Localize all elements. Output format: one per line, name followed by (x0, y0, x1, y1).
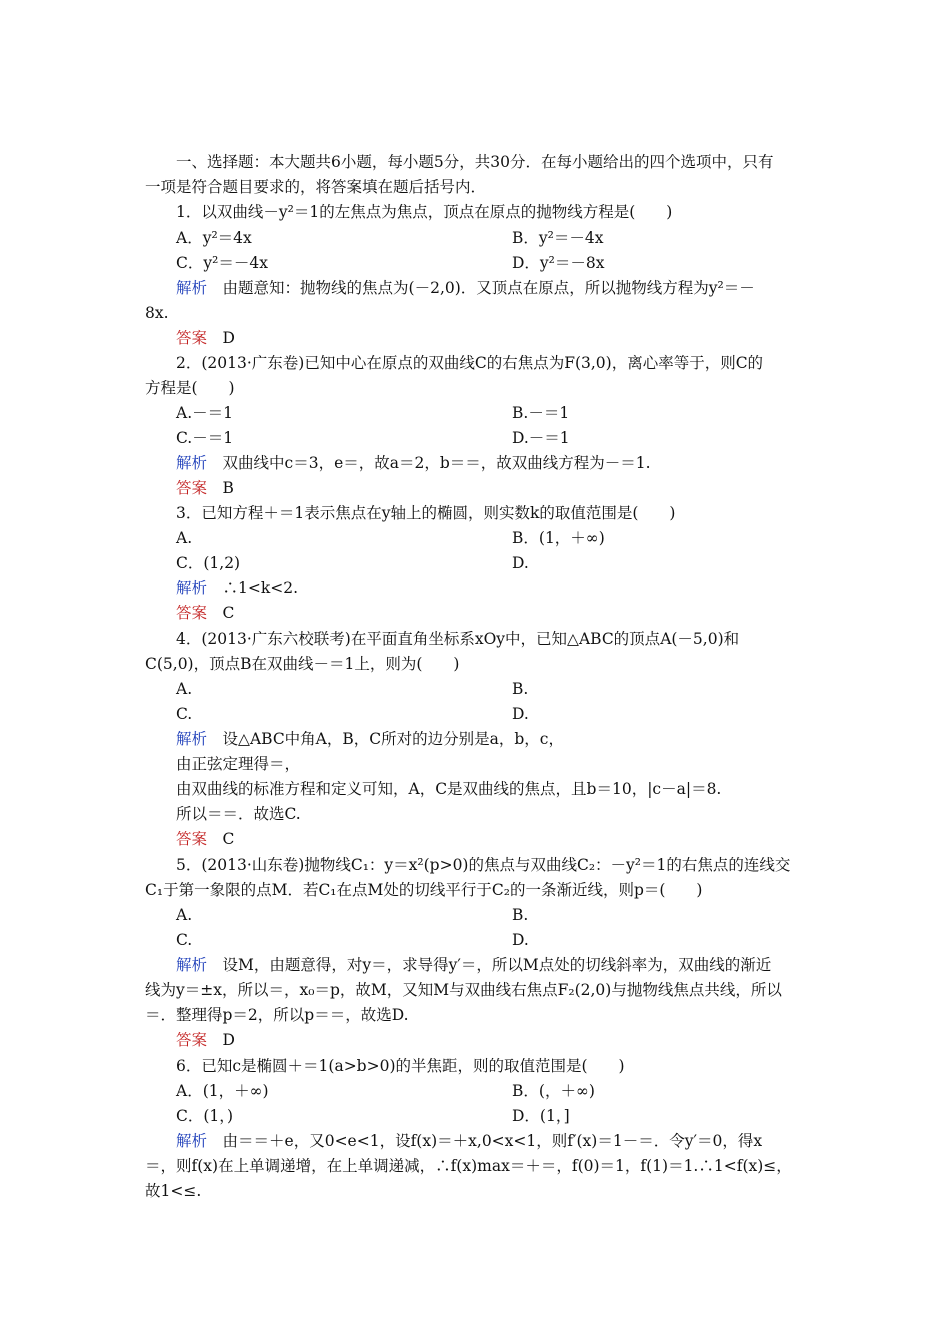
q2-answer-line (176, 478, 234, 498)
q2-option-d: D.－＝1 (512, 429, 570, 447)
q3-answer-line (176, 603, 234, 623)
q1-solution-line1 (176, 278, 755, 298)
q2-stem-line2: 方程是( ) (145, 379, 235, 397)
q5-solution-line3: ＝．整理得p＝2，所以p＝＝，故选D. (145, 1006, 409, 1024)
q4-option-c: C. (176, 705, 193, 723)
q3-option-b: B．(1，＋∞) (512, 529, 605, 547)
q3-solution-text: ∴1<k<2. (222, 579, 299, 597)
q5-answer: D (222, 1031, 235, 1049)
q6-stem: 6．已知c是椭圆＋＝1(a>b>0)的半焦距，则的取值范围是( ) (176, 1057, 625, 1075)
q4-answer-line (176, 829, 234, 849)
q3-stem: 3．已知方程＋＝1表示焦点在y轴上的椭圆，则实数k的取值范围是( ) (176, 504, 676, 522)
solution-label: 解析 (176, 730, 208, 748)
q2-option-a: A.－＝1 (176, 404, 233, 422)
q5-option-c: C. (176, 931, 193, 949)
q4-option-d: D. (512, 705, 529, 723)
answer-label: 答案 (176, 830, 208, 848)
q5-stem-line1: 5．(2013·山东卷)抛物线C₁：y＝x²(p>0)的焦点与双曲线C₂：－y²＝1的右焦点的连线交 (176, 856, 791, 874)
q5-option-b: B. (512, 906, 529, 924)
q1-answer-line (176, 328, 235, 348)
q1-solution-line2: 8x. (145, 304, 169, 322)
q6-option-c: C．(1，) (176, 1107, 234, 1125)
q4-solution-text: 设△ABC中角A，B，C所对的边分别是a，b，c， (222, 730, 564, 748)
q3-solution-line (176, 578, 298, 598)
q4-stem-line2: C(5,0)，顶点B在双曲线－＝1上，则为( ) (145, 655, 460, 673)
answer-label: 答案 (176, 329, 208, 347)
q6-option-d: D．(1，] (512, 1107, 570, 1125)
q2-solution-line (176, 453, 651, 473)
q1-solution-text: 由题意知：抛物线的焦点为(－2,0)．又顶点在原点，所以抛物线方程为y²＝－ (222, 279, 755, 297)
q1-answer: D (222, 329, 235, 347)
q6-option-a: A．(1，＋∞) (176, 1082, 269, 1100)
section-intro-line1: 一、选择题：本大题共6小题，每小题5分，共30分．在每小题给出的四个选项中，只有 (176, 153, 774, 171)
solution-label: 解析 (176, 1132, 208, 1150)
q2-option-c: C.－＝1 (176, 429, 234, 447)
q2-option-b: B.－＝1 (512, 404, 570, 422)
solution-label: 解析 (176, 454, 208, 472)
q4-solution-line1 (176, 729, 564, 749)
q4-stem-line1: 4．(2013·广东六校联考)在平面直角坐标系xOy中，已知△ABC的顶点A(－5,0)和 (176, 630, 740, 648)
q6-solution-line3: 故1<≤. (145, 1182, 202, 1200)
q2-answer: B (222, 479, 234, 497)
solution-label: 解析 (176, 579, 208, 597)
q4-solution-line4: 所以＝＝．故选C. (176, 805, 301, 823)
answer-label: 答案 (176, 479, 208, 497)
q4-option-a: A. (176, 680, 193, 698)
solution-label: 解析 (176, 956, 208, 974)
q6-solution-text: 由＝＝＋e，又0<e<1，设f(x)＝＋x,0<x<1，则f′(x)＝1－＝．令y′＝0，得x (222, 1132, 763, 1150)
q1-option-d: D．y²＝－8x (512, 254, 605, 272)
q4-answer: C (222, 830, 235, 848)
q1-option-c: C．y²＝－4x (176, 254, 268, 272)
q1-option-b: B．y²＝－4x (512, 229, 604, 247)
answer-label: 答案 (176, 1031, 208, 1049)
q3-option-a: A. (176, 529, 193, 547)
section-intro-line2: 一项是符合题目要求的，将答案填在题后括号内． (145, 178, 487, 196)
q6-option-b: B．(，＋∞) (512, 1082, 595, 1100)
q2-stem-line1: 2．(2013·广东卷)已知中心在原点的双曲线C的右焦点为F(3,0)，离心率等于，则C的 (176, 354, 764, 372)
q2-solution-text: 双曲线中c＝3，e＝，故a＝2，b＝＝，故双曲线方程为－＝1. (222, 454, 651, 472)
q4-solution-line3: 由双曲线的标准方程和定义可知，A，C是双曲线的焦点，且b＝10，|c－a|＝8. (176, 780, 722, 798)
q1-option-a: A．y²＝4x (176, 229, 252, 247)
q4-solution-line2: 由正弦定理得＝， (176, 755, 301, 773)
q3-option-c: C．(1,2) (176, 554, 241, 572)
q5-solution-line2: 线为y＝±x，所以＝，x₀＝p，故M，又知M与双曲线右焦点F₂(2,0)与抛物线焦点共线，所以 (145, 981, 782, 999)
q5-option-d: D. (512, 931, 529, 949)
q4-option-b: B. (512, 680, 529, 698)
solution-label: 解析 (176, 279, 208, 297)
answer-label: 答案 (176, 604, 208, 622)
q5-answer-line (176, 1030, 235, 1050)
q3-answer: C (222, 604, 235, 622)
q6-solution-line1 (176, 1131, 762, 1151)
q5-stem-line2: C₁于第一象限的点M．若C₁在点M处的切线平行于C₂的一条渐近线，则p＝( ) (145, 881, 703, 899)
q1-stem: 1．以双曲线－y²＝1的左焦点为焦点，顶点在原点的抛物线方程是( ) (176, 203, 673, 221)
q6-solution-line2: ＝，则f(x)在上单调递增，在上单调递减，∴f(x)max＝＋＝，f(0)＝1，f(1)＝1.∴1<f(x)≤， (145, 1157, 792, 1175)
q5-option-a: A. (176, 906, 193, 924)
q3-option-d: D. (512, 554, 529, 572)
q5-solution-text: 设M，由题意得，对y＝，求导得y′＝，所以M点处的切线斜率为，双曲线的渐近 (222, 956, 772, 974)
q5-solution-line1 (176, 955, 771, 975)
